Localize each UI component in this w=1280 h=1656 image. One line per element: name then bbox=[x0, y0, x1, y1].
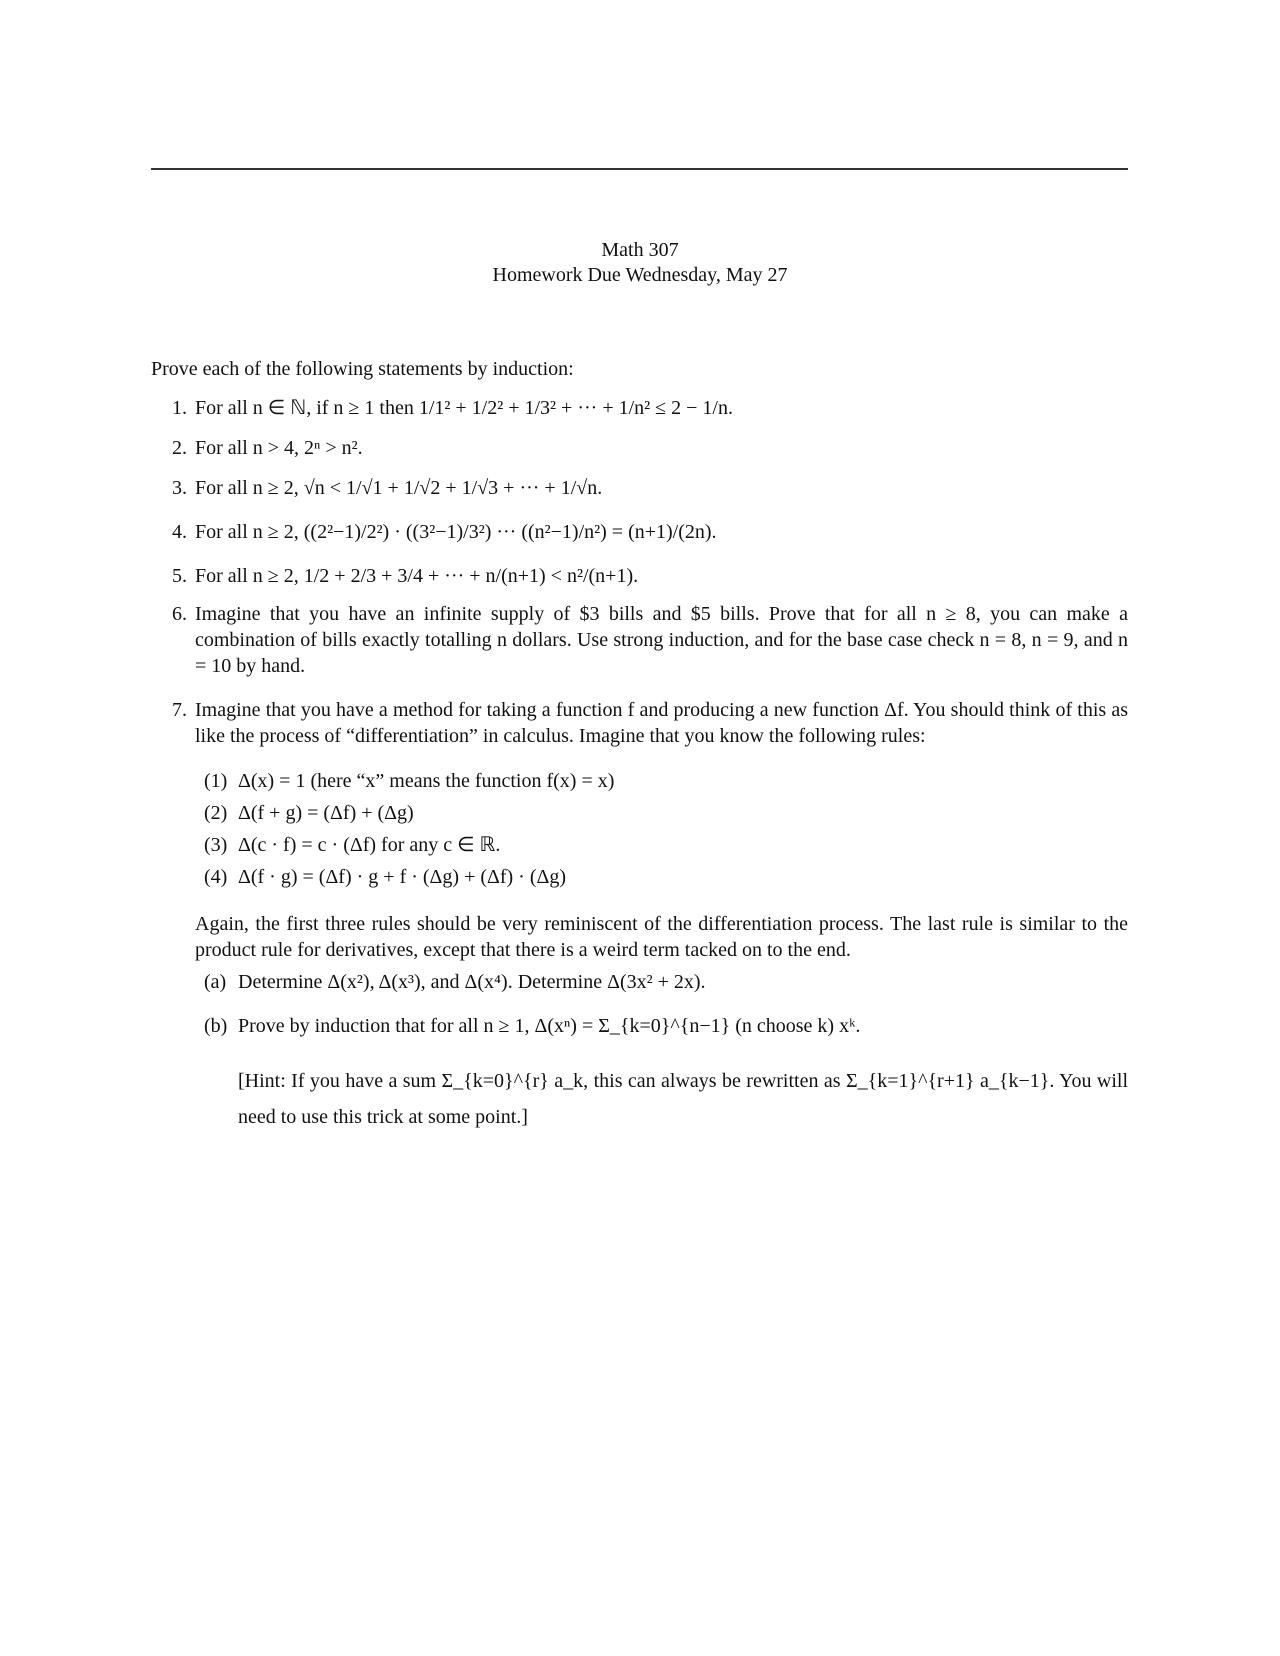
problem-number: 3. bbox=[172, 477, 187, 499]
rule-text: Δ(x) = 1 (here “x” means the function f(x) = x) bbox=[238, 770, 615, 792]
part-b bbox=[204, 1011, 1128, 1041]
rule-text: Δ(f + g) = (Δf) + (Δg) bbox=[238, 802, 414, 824]
problem-text: For all n ∈ ℕ, if n ≥ 1 then 1/1² + 1/2² + 1/3² + ··· + 1/n² ≤ 2 − 1/n. bbox=[195, 397, 733, 419]
again-paragraph: Again, the first three rules should be very reminiscent of the differentiation process. The last rule is similar to the product rule for derivatives, except that there is a weird term tacked on to the end. bbox=[195, 913, 1128, 961]
problem-2 bbox=[151, 435, 1128, 461]
problem-text: For all n ≥ 2, √n < 1/√1 + 1/√2 + 1/√3 + ··· + 1/√n. bbox=[195, 477, 603, 499]
due-date: Homework Due Wednesday, May 27 bbox=[492, 264, 788, 286]
rule-label: (2) bbox=[204, 802, 228, 824]
rule-item bbox=[204, 861, 1128, 893]
problem-number: 6. bbox=[172, 603, 187, 625]
problem-4 bbox=[151, 519, 1128, 545]
problem-text: Imagine that you have an infinite supply of $3 bills and $5 bills. Prove that for all n ≥ 8, you can make a combination of bills exactly totalling n dollars. Use strong induction, and for the base case check n = 8, n = 9, and n = 10 by hand. bbox=[195, 603, 1128, 677]
rule-item bbox=[204, 765, 1128, 797]
part-label: (b) bbox=[204, 1015, 228, 1037]
rule-text: Δ(c · f) = c · (Δf) for any c ∈ ℝ. bbox=[238, 834, 501, 856]
page-title bbox=[0, 238, 1280, 288]
problem-list bbox=[151, 358, 1128, 1135]
problem-number: 2. bbox=[172, 437, 187, 459]
problem-text: For all n ≥ 2, ((2²−1)/2²) · ((3²−1)/3²) ··· ((n²−1)/n²) = (n+1)/(2n). bbox=[195, 521, 717, 543]
problem-text: For all n > 4, 2ⁿ > n². bbox=[195, 437, 363, 459]
top-rule bbox=[151, 168, 1128, 170]
problem-7 bbox=[151, 697, 1128, 1135]
rule-item bbox=[204, 797, 1128, 829]
problem-text: For all n ≥ 2, 1/2 + 2/3 + 3/4 + ··· + n/(n+1) < n²/(n+1). bbox=[195, 565, 639, 587]
problem-7-body bbox=[195, 697, 1128, 1135]
hint-paragraph: [Hint: If you have a sum Σ_{k=0}^{r} a_k, this can always be rewritten as Σ_{k=1}^{r+1} a_{k−1}. You will need to use this trick at some point.] bbox=[238, 1070, 1128, 1128]
part-a bbox=[204, 967, 1128, 997]
problem-1 bbox=[151, 395, 1128, 421]
intro-text: Prove each of the following statements by induction: bbox=[151, 358, 574, 380]
problem-number: 7. bbox=[172, 699, 187, 721]
problem-number: 4. bbox=[172, 521, 187, 543]
problem-6 bbox=[151, 601, 1128, 679]
course-title: Math 307 bbox=[601, 239, 679, 261]
part-text: Determine Δ(x²), Δ(x³), and Δ(x⁴). Determine Δ(3x² + 2x). bbox=[238, 971, 706, 993]
problem-text: Imagine that you have a method for taking a function f and producing a new function Δf. You should think of this as like the process of “differentiation” in calculus. Imagine that you know the following rules: bbox=[195, 699, 1128, 747]
problem-5 bbox=[151, 563, 1128, 589]
rule-label: (1) bbox=[204, 770, 228, 792]
part-text: Prove by induction that for all n ≥ 1, Δ(xⁿ) = Σ_{k=0}^{n−1} (n choose k) xᵏ. bbox=[238, 1015, 861, 1037]
rule-item bbox=[204, 829, 1128, 861]
part-label: (a) bbox=[204, 971, 227, 993]
rule-label: (3) bbox=[204, 834, 228, 856]
rules-list bbox=[204, 765, 1128, 893]
problem-number: 5. bbox=[172, 565, 187, 587]
problem-3 bbox=[151, 475, 1128, 501]
rule-label: (4) bbox=[204, 866, 228, 888]
rule-text: Δ(f · g) = (Δf) · g + f · (Δg) + (Δf) · (Δg) bbox=[238, 866, 567, 888]
problem-number: 1. bbox=[172, 397, 187, 419]
